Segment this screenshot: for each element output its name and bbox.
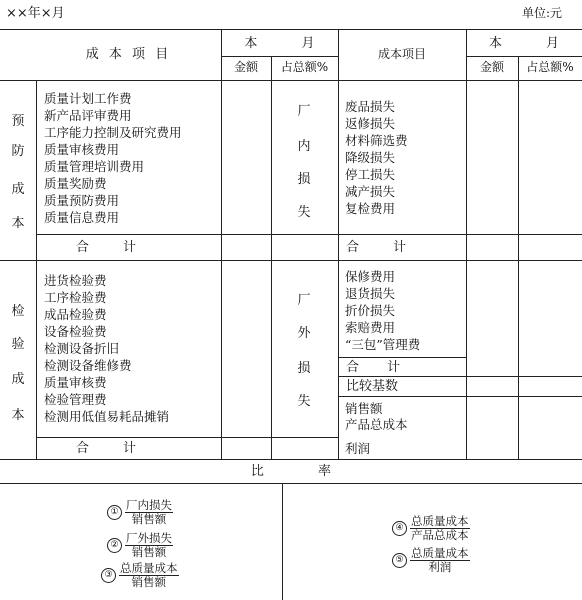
list-item: 进货检验费 [44, 273, 107, 288]
list-item: 质量审核费 [44, 375, 107, 390]
comparison-base-label: 比较基数 [346, 379, 399, 394]
list-item: 质量计划工作费 [44, 91, 132, 106]
list-item: 停工损失 [345, 167, 396, 182]
list-item: 折价损失 [345, 303, 396, 318]
prevention-subtotal: 合 计 [75, 240, 137, 255]
ratio-2 [107, 532, 173, 559]
ratio-5 [392, 547, 470, 574]
ratio-denominator: 销售额 [131, 512, 167, 526]
external-cat-3: 损 [297, 361, 311, 376]
ratio-number: ① [107, 505, 122, 520]
list-item: 材料筛选费 [345, 133, 408, 148]
list-item: 质量预防费用 [44, 193, 120, 208]
appraisal-subtotal: 合 计 [75, 441, 137, 456]
ratio-numerator: 总质量成本 [411, 546, 469, 560]
ratio-denominator: 产品总成本 [411, 528, 469, 542]
external-subtotal: 合 计 [346, 360, 401, 375]
prevention-cat-1: 预 [11, 114, 25, 129]
report-date: ××年×月 [6, 6, 65, 21]
list-item: 质量审核费用 [44, 142, 120, 157]
list-item: 复检费用 [345, 201, 396, 216]
list-item: 退货损失 [345, 286, 396, 301]
list-item: 检测用低值易耗品摊销 [44, 409, 170, 424]
v-line-6 [518, 56, 519, 459]
header-this-month-2: 本 月 [488, 36, 560, 51]
appraisal-cat-1: 检 [11, 304, 25, 319]
list-item: 保修费用 [345, 269, 396, 284]
prevention-subtotal-top [36, 234, 582, 235]
list-item: 工序能力控制及研究费用 [44, 125, 182, 140]
list-item: 质量奖励费 [44, 176, 107, 191]
ratio-4 [392, 515, 470, 542]
appraisal-cat-4: 本 [11, 408, 25, 423]
header-subline-left [221, 56, 338, 57]
v-line-2 [221, 29, 222, 459]
list-item: 检测设备折旧 [44, 341, 120, 356]
ratio-numerator: 总质量成本 [411, 514, 469, 528]
base-item-sales: 销售额 [345, 401, 383, 416]
internal-subtotal: 合 计 [346, 240, 407, 255]
header-pct: 占总额% [280, 60, 329, 74]
v-line-1 [36, 80, 37, 459]
header-item-col: 成 本 项 目 [85, 47, 172, 62]
header-amount-2: 金额 [479, 60, 504, 74]
v-line-3 [271, 56, 272, 459]
section-divider [0, 260, 582, 261]
ratio-number: ② [107, 538, 122, 553]
list-item: 减产损失 [345, 184, 396, 199]
list-item: 索赔费用 [345, 320, 396, 335]
list-item: 工序检验费 [44, 290, 107, 305]
list-item: 废品损失 [345, 99, 396, 114]
internal-cat-3: 损 [297, 172, 311, 187]
ratio-denominator: 利润 [428, 560, 452, 574]
prevention-items-list [44, 89, 182, 225]
base-label-bottom [338, 396, 582, 397]
list-item: 降级损失 [345, 150, 396, 165]
base-item-profit: 利润 [345, 441, 371, 456]
external-cat-1: 厂 [297, 293, 311, 308]
ratio-1 [107, 499, 173, 526]
internal-cat-4: 失 [297, 205, 311, 220]
list-item: 新产品评审费用 [44, 108, 132, 123]
list-item: 返修损失 [345, 116, 396, 131]
internal-items-list [345, 97, 408, 216]
base-top [338, 376, 582, 377]
list-item: “三包”管理费 [345, 337, 421, 352]
external-cat-4: 失 [297, 394, 311, 409]
v-line-5 [466, 29, 467, 459]
header-amount: 金额 [233, 60, 258, 74]
list-item: 设备检验费 [44, 324, 107, 339]
header-pct-2: 占总额% [526, 60, 574, 74]
ratio-3 [101, 562, 179, 589]
ratio-number: ④ [392, 521, 407, 536]
ratio-divider [282, 483, 283, 600]
list-item: 质量信息费用 [44, 210, 120, 225]
ratio-denominator: 销售额 [131, 575, 166, 589]
external-cat-2: 外 [297, 326, 311, 341]
ratio-title: 比 率 [250, 464, 332, 479]
appraisal-items-list [44, 271, 169, 424]
internal-cat-1: 厂 [297, 104, 311, 119]
header-subline-right [466, 56, 582, 57]
ext-subtotal-top [338, 357, 466, 358]
ratio-number: ⑤ [392, 553, 407, 568]
v-line-4 [338, 29, 339, 459]
ratio-numerator: 厂内损失 [126, 498, 172, 512]
ratio-numerator: 总质量成本 [120, 561, 178, 575]
header-this-month: 本 月 [244, 36, 315, 51]
prevention-cat-2: 防 [11, 144, 25, 159]
ratio-denominator: 销售额 [131, 545, 167, 559]
unit-label: 单位:元 [522, 6, 563, 20]
ratio-numerator: 厂外损失 [126, 531, 172, 545]
prevention-cat-4: 本 [11, 216, 25, 231]
prevention-cat-3: 成 [11, 182, 25, 197]
appraisal-subtotal-top [36, 437, 338, 438]
header-bottom-border [0, 80, 582, 81]
list-item: 质量管理培训费用 [44, 159, 145, 174]
header-item-col-2: 成本项目 [377, 47, 426, 61]
ratio-title-bottom [0, 483, 582, 484]
internal-cat-2: 内 [297, 139, 311, 154]
table-body-bottom [0, 459, 582, 460]
list-item: 成品检验费 [44, 307, 107, 322]
external-items-list [345, 267, 420, 352]
list-item: 检测设备维修费 [44, 358, 132, 373]
list-item: 检验管理费 [44, 392, 107, 407]
base-item-total-cost: 产品总成本 [345, 417, 408, 432]
ratio-number: ③ [101, 568, 116, 583]
table-top-border [0, 29, 582, 30]
appraisal-cat-3: 成 [11, 372, 25, 387]
appraisal-cat-2: 验 [11, 337, 25, 352]
